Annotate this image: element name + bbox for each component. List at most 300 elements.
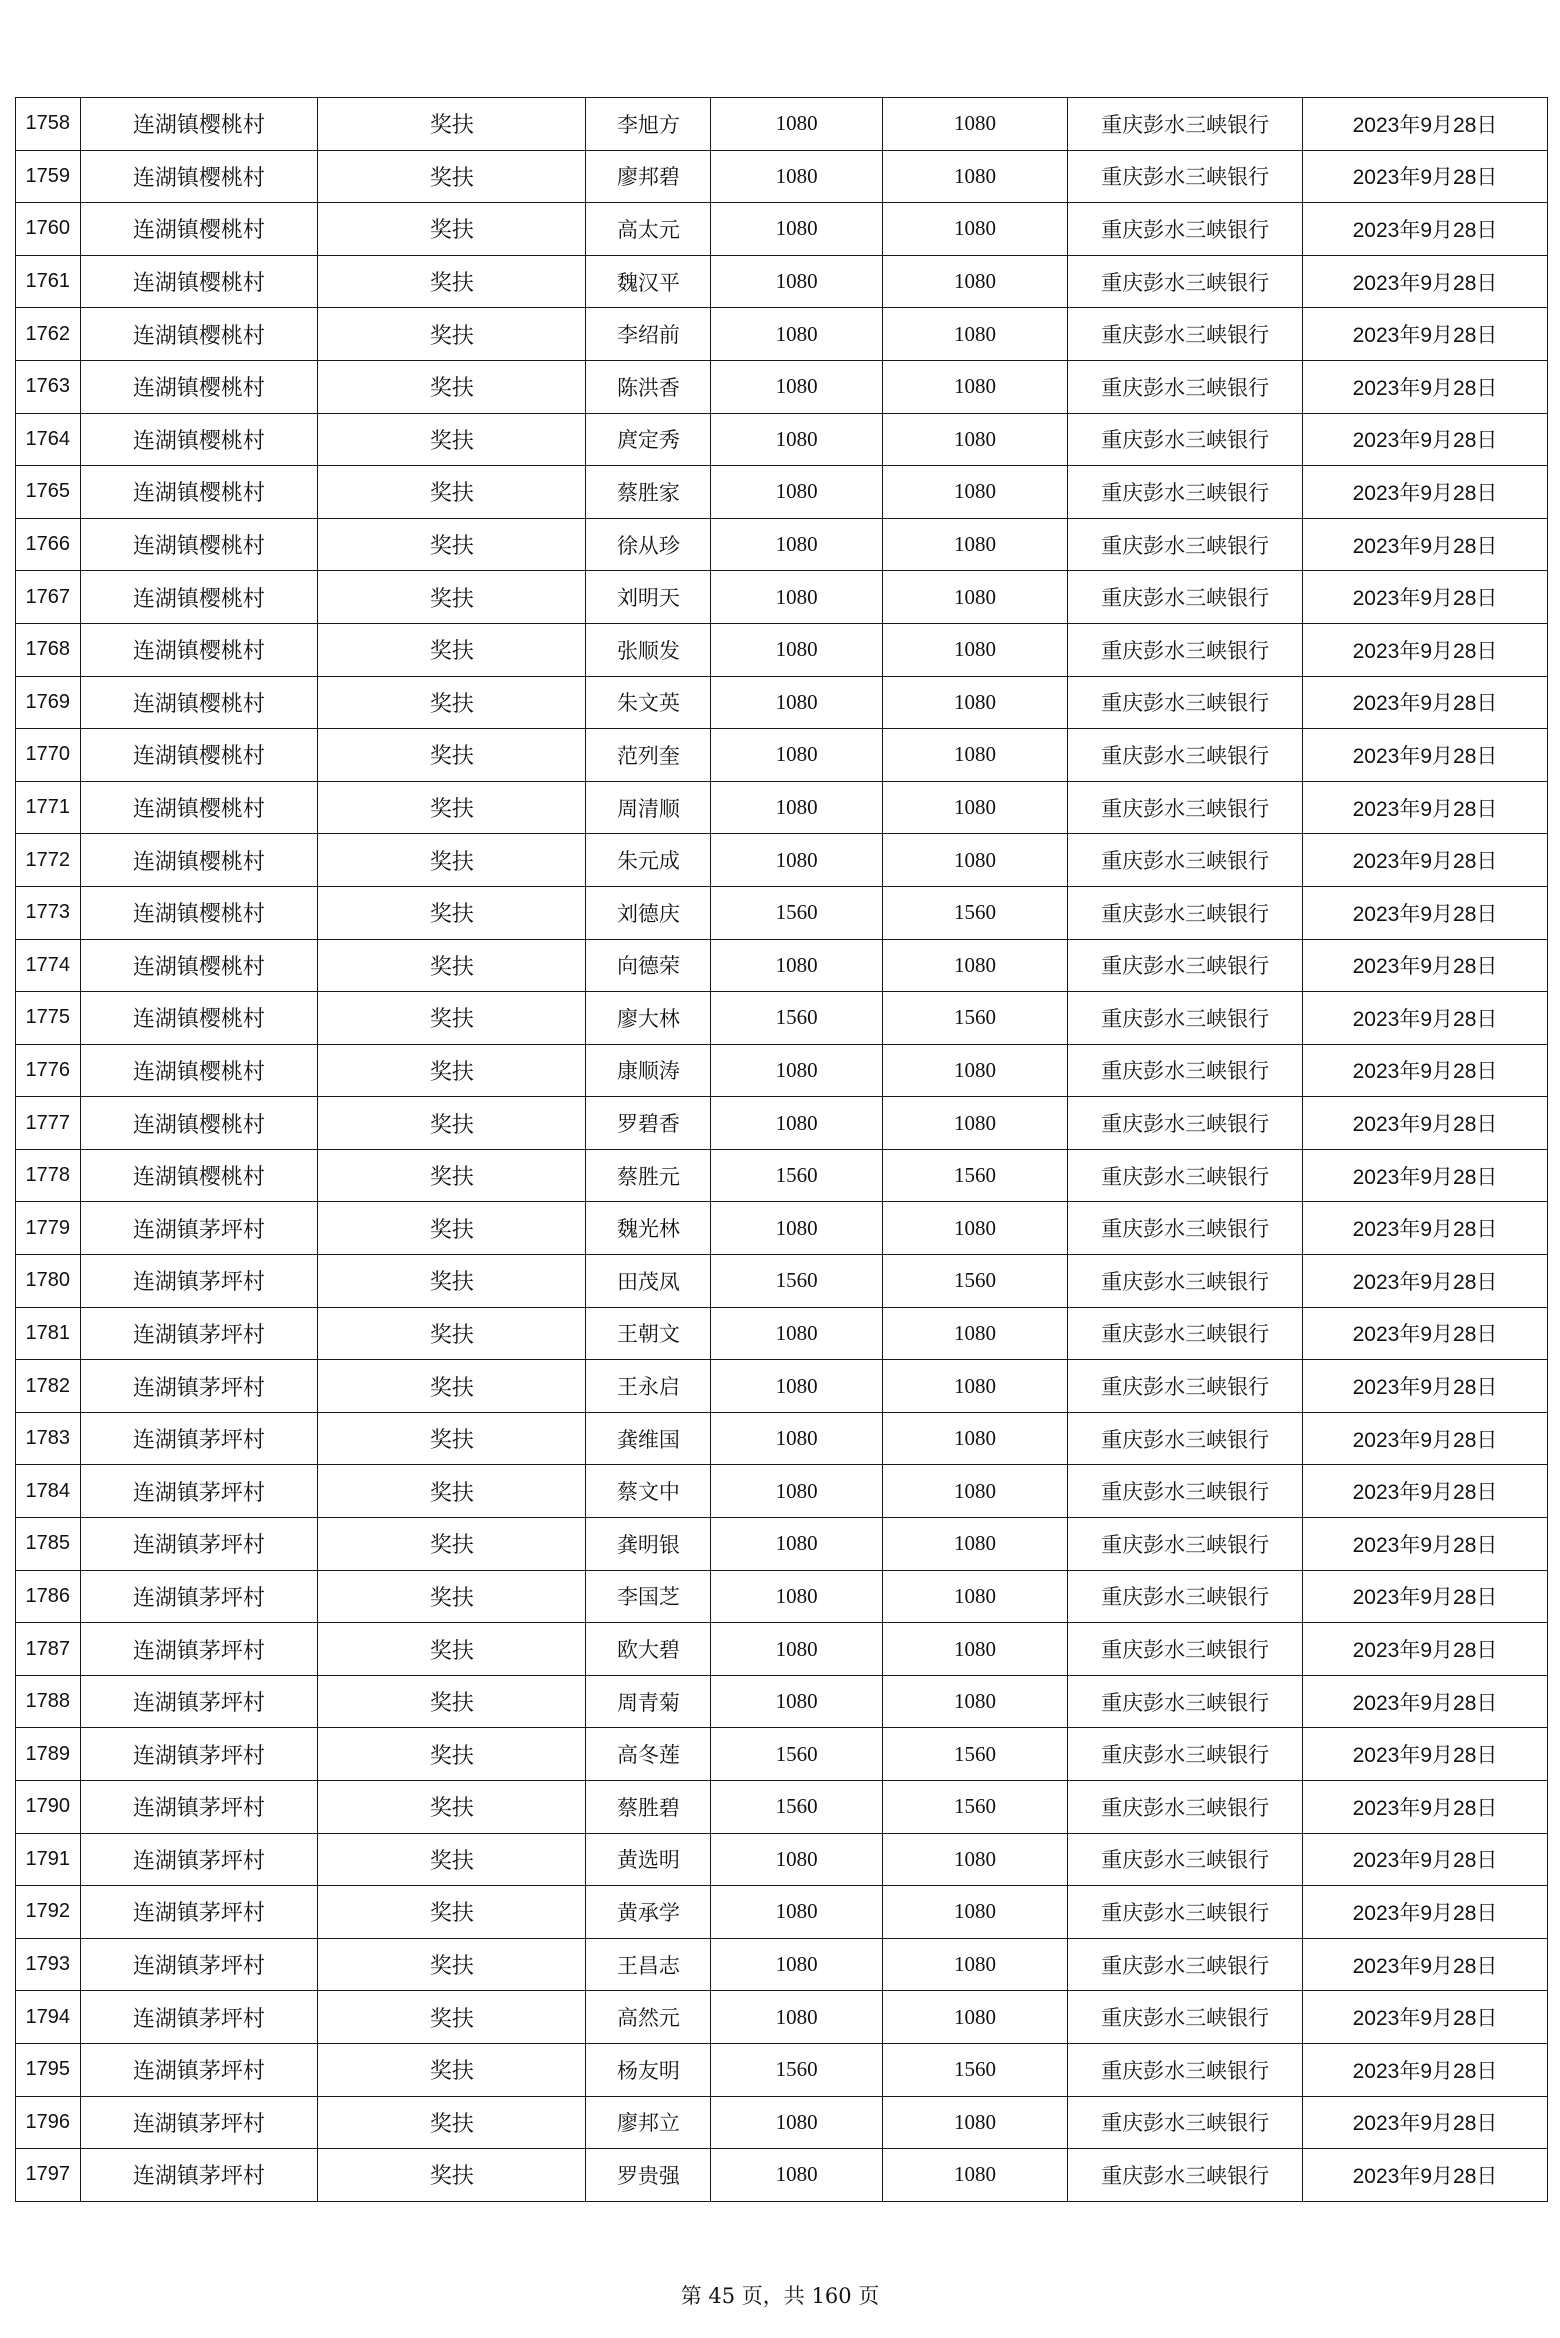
table-row: [16, 2043, 1548, 2096]
row-number-cell: 1788: [16, 1675, 81, 1728]
recipient-name-cell: 蔡胜家: [586, 466, 711, 519]
subsidy-type-cell: 奖扶: [318, 1781, 586, 1834]
amount-paid-cell: 1080: [882, 1202, 1067, 1255]
amount-due-cell: 1080: [711, 1623, 882, 1676]
village-name-cell: 连湖镇樱桃村: [80, 939, 318, 992]
table-row: [16, 1307, 1548, 1360]
recipient-name-cell: 陈洪香: [586, 360, 711, 413]
payment-date-cell: 2023年9月28日: [1303, 1833, 1548, 1886]
amount-due-cell: 1560: [711, 886, 882, 939]
row-number-cell: 1794: [16, 1991, 81, 2044]
bank-name-cell: 重庆彭水三峡银行: [1068, 203, 1303, 256]
row-number-cell: 1761: [16, 255, 81, 308]
recipient-name-cell: 田茂凤: [586, 1255, 711, 1308]
village-name-cell: 连湖镇茅坪村: [80, 1570, 318, 1623]
village-name-cell: 连湖镇樱桃村: [80, 781, 318, 834]
subsidy-type-cell: 奖扶: [318, 360, 586, 413]
village-name-cell: 连湖镇茅坪村: [80, 1307, 318, 1360]
table-row: [16, 1255, 1548, 1308]
bank-name-cell: 重庆彭水三峡银行: [1068, 886, 1303, 939]
village-name-cell: 连湖镇茅坪村: [80, 1728, 318, 1781]
row-number-cell: 1784: [16, 1465, 81, 1518]
payment-date-cell: 2023年9月28日: [1303, 413, 1548, 466]
payment-date-cell: 2023年9月28日: [1303, 1307, 1548, 1360]
amount-paid-cell: 1560: [882, 886, 1067, 939]
bank-name-cell: 重庆彭水三峡银行: [1068, 1360, 1303, 1413]
row-number-cell: 1759: [16, 150, 81, 203]
bank-name-cell: 重庆彭水三峡银行: [1068, 2096, 1303, 2149]
row-number-cell: 1782: [16, 1360, 81, 1413]
table-row: [16, 203, 1548, 256]
bank-name-cell: 重庆彭水三峡银行: [1068, 150, 1303, 203]
subsidy-type-cell: 奖扶: [318, 308, 586, 361]
bank-name-cell: 重庆彭水三峡银行: [1068, 1255, 1303, 1308]
recipient-name-cell: 蔡胜元: [586, 1149, 711, 1202]
table-row: [16, 1518, 1548, 1571]
recipient-name-cell: 徐从珍: [586, 518, 711, 571]
bank-name-cell: 重庆彭水三峡银行: [1068, 1202, 1303, 1255]
bank-name-cell: 重庆彭水三峡银行: [1068, 939, 1303, 992]
bank-name-cell: 重庆彭水三峡银行: [1068, 1307, 1303, 1360]
recipient-name-cell: 刘明天: [586, 571, 711, 624]
bank-name-cell: 重庆彭水三峡银行: [1068, 1886, 1303, 1939]
row-number-cell: 1766: [16, 518, 81, 571]
payment-date-cell: 2023年9月28日: [1303, 1255, 1548, 1308]
amount-due-cell: 1080: [711, 1202, 882, 1255]
subsidy-type-cell: 奖扶: [318, 150, 586, 203]
bank-name-cell: 重庆彭水三峡银行: [1068, 1833, 1303, 1886]
page-number: 第 45 页，共 160 页: [680, 2284, 880, 2308]
row-number-cell: 1771: [16, 781, 81, 834]
row-number-cell: 1775: [16, 992, 81, 1045]
amount-paid-cell: 1080: [882, 1623, 1067, 1676]
table-row: [16, 2149, 1548, 2202]
amount-due-cell: 1080: [711, 255, 882, 308]
bank-name-cell: 重庆彭水三峡银行: [1068, 466, 1303, 519]
payment-date-cell: 2023年9月28日: [1303, 1202, 1548, 1255]
amount-due-cell: 1080: [711, 1675, 882, 1728]
table-row: [16, 1991, 1548, 2044]
table-row: [16, 255, 1548, 308]
table-row: [16, 1360, 1548, 1413]
payment-date-cell: 2023年9月28日: [1303, 1465, 1548, 1518]
recipient-name-cell: 罗贵强: [586, 2149, 711, 2202]
row-number-cell: 1786: [16, 1570, 81, 1623]
row-number-cell: 1780: [16, 1255, 81, 1308]
subsidy-type-cell: 奖扶: [318, 623, 586, 676]
recipient-name-cell: 庹定秀: [586, 413, 711, 466]
amount-paid-cell: 1080: [882, 1360, 1067, 1413]
amount-due-cell: 1560: [711, 2043, 882, 2096]
row-number-cell: 1758: [16, 98, 81, 151]
payment-date-cell: 2023年9月28日: [1303, 203, 1548, 256]
amount-due-cell: 1080: [711, 1465, 882, 1518]
amount-paid-cell: 1560: [882, 2043, 1067, 2096]
subsidy-type-cell: 奖扶: [318, 2149, 586, 2202]
payment-date-cell: 2023年9月28日: [1303, 676, 1548, 729]
bank-name-cell: 重庆彭水三峡银行: [1068, 360, 1303, 413]
row-number-cell: 1773: [16, 886, 81, 939]
village-name-cell: 连湖镇樱桃村: [80, 203, 318, 256]
bank-name-cell: 重庆彭水三峡银行: [1068, 571, 1303, 624]
recipient-name-cell: 朱文英: [586, 676, 711, 729]
amount-due-cell: 1080: [711, 623, 882, 676]
table-row: [16, 360, 1548, 413]
recipient-name-cell: 李绍前: [586, 308, 711, 361]
row-number-cell: 1796: [16, 2096, 81, 2149]
payment-date-cell: 2023年9月28日: [1303, 466, 1548, 519]
amount-paid-cell: 1080: [882, 1307, 1067, 1360]
table-row: [16, 1097, 1548, 1150]
amount-due-cell: 1080: [711, 781, 882, 834]
table-row: [16, 2096, 1548, 2149]
amount-paid-cell: 1080: [882, 150, 1067, 203]
village-name-cell: 连湖镇茅坪村: [80, 2096, 318, 2149]
village-name-cell: 连湖镇茅坪村: [80, 1255, 318, 1308]
amount-due-cell: 1080: [711, 1991, 882, 2044]
row-number-cell: 1783: [16, 1412, 81, 1465]
amount-paid-cell: 1080: [882, 1044, 1067, 1097]
amount-paid-cell: 1080: [882, 1938, 1067, 1991]
amount-due-cell: 1080: [711, 2096, 882, 2149]
table-row: [16, 1465, 1548, 1518]
village-name-cell: 连湖镇茅坪村: [80, 1360, 318, 1413]
table-row: [16, 466, 1548, 519]
row-number-cell: 1763: [16, 360, 81, 413]
row-number-cell: 1781: [16, 1307, 81, 1360]
village-name-cell: 连湖镇樱桃村: [80, 308, 318, 361]
bank-name-cell: 重庆彭水三峡银行: [1068, 1938, 1303, 1991]
village-name-cell: 连湖镇茅坪村: [80, 1412, 318, 1465]
amount-paid-cell: 1080: [882, 676, 1067, 729]
bank-name-cell: 重庆彭水三峡银行: [1068, 676, 1303, 729]
subsidy-type-cell: 奖扶: [318, 255, 586, 308]
amount-due-cell: 1080: [711, 676, 882, 729]
village-name-cell: 连湖镇茅坪村: [80, 1202, 318, 1255]
table-row: [16, 308, 1548, 361]
amount-due-cell: 1080: [711, 360, 882, 413]
payment-date-cell: 2023年9月28日: [1303, 1412, 1548, 1465]
payment-date-cell: 2023年9月28日: [1303, 1886, 1548, 1939]
amount-due-cell: 1080: [711, 1360, 882, 1413]
payment-date-cell: 2023年9月28日: [1303, 98, 1548, 151]
amount-paid-cell: 1080: [882, 466, 1067, 519]
amount-due-cell: 1080: [711, 308, 882, 361]
payment-date-cell: 2023年9月28日: [1303, 1149, 1548, 1202]
amount-due-cell: 1560: [711, 1781, 882, 1834]
amount-paid-cell: 1560: [882, 1255, 1067, 1308]
table-row: [16, 1728, 1548, 1781]
subsidy-type-cell: 奖扶: [318, 1833, 586, 1886]
row-number-cell: 1787: [16, 1623, 81, 1676]
payment-date-cell: 2023年9月28日: [1303, 1623, 1548, 1676]
recipient-name-cell: 王朝文: [586, 1307, 711, 1360]
row-number-cell: 1767: [16, 571, 81, 624]
recipient-name-cell: 黄承学: [586, 1886, 711, 1939]
table-row: [16, 834, 1548, 887]
village-name-cell: 连湖镇茅坪村: [80, 1675, 318, 1728]
subsidy-type-cell: 奖扶: [318, 1202, 586, 1255]
village-name-cell: 连湖镇茅坪村: [80, 1938, 318, 1991]
table-row: [16, 1044, 1548, 1097]
row-number-cell: 1797: [16, 2149, 81, 2202]
amount-paid-cell: 1080: [882, 98, 1067, 151]
amount-due-cell: 1080: [711, 729, 882, 782]
bank-name-cell: 重庆彭水三峡银行: [1068, 1728, 1303, 1781]
amount-paid-cell: 1080: [882, 413, 1067, 466]
village-name-cell: 连湖镇樱桃村: [80, 992, 318, 1045]
amount-due-cell: 1080: [711, 150, 882, 203]
row-number-cell: 1793: [16, 1938, 81, 1991]
amount-paid-cell: 1080: [882, 1518, 1067, 1571]
amount-due-cell: 1560: [711, 992, 882, 1045]
bank-name-cell: 重庆彭水三峡银行: [1068, 992, 1303, 1045]
village-name-cell: 连湖镇茅坪村: [80, 2149, 318, 2202]
amount-due-cell: 1080: [711, 1412, 882, 1465]
row-number-cell: 1791: [16, 1833, 81, 1886]
amount-paid-cell: 1080: [882, 1465, 1067, 1518]
bank-name-cell: 重庆彭水三峡银行: [1068, 413, 1303, 466]
payment-date-cell: 2023年9月28日: [1303, 2043, 1548, 2096]
amount-due-cell: 1080: [711, 1833, 882, 1886]
subsidy-type-cell: 奖扶: [318, 886, 586, 939]
payment-date-cell: 2023年9月28日: [1303, 571, 1548, 624]
subsidy-type-cell: 奖扶: [318, 571, 586, 624]
row-number-cell: 1795: [16, 2043, 81, 2096]
village-name-cell: 连湖镇茅坪村: [80, 1833, 318, 1886]
subsidy-type-cell: 奖扶: [318, 676, 586, 729]
subsidy-type-cell: 奖扶: [318, 729, 586, 782]
subsidy-type-cell: 奖扶: [318, 1570, 586, 1623]
subsidy-type-cell: 奖扶: [318, 518, 586, 571]
payment-date-cell: 2023年9月28日: [1303, 1097, 1548, 1150]
recipient-name-cell: 魏光林: [586, 1202, 711, 1255]
bank-name-cell: 重庆彭水三峡银行: [1068, 1570, 1303, 1623]
amount-paid-cell: 1080: [882, 834, 1067, 887]
amount-paid-cell: 1080: [882, 203, 1067, 256]
bank-name-cell: 重庆彭水三峡银行: [1068, 98, 1303, 151]
recipient-name-cell: 李国芝: [586, 1570, 711, 1623]
row-number-cell: 1760: [16, 203, 81, 256]
table-row: [16, 1833, 1548, 1886]
row-number-cell: 1778: [16, 1149, 81, 1202]
row-number-cell: 1764: [16, 413, 81, 466]
subsidy-type-cell: 奖扶: [318, 834, 586, 887]
bank-name-cell: 重庆彭水三峡银行: [1068, 1149, 1303, 1202]
amount-due-cell: 1080: [711, 1097, 882, 1150]
payment-date-cell: 2023年9月28日: [1303, 992, 1548, 1045]
village-name-cell: 连湖镇樱桃村: [80, 360, 318, 413]
recipient-name-cell: 杨友明: [586, 2043, 711, 2096]
bank-name-cell: 重庆彭水三峡银行: [1068, 1465, 1303, 1518]
row-number-cell: 1768: [16, 623, 81, 676]
bank-name-cell: 重庆彭水三峡银行: [1068, 781, 1303, 834]
amount-paid-cell: 1080: [882, 623, 1067, 676]
subsidy-type-cell: 奖扶: [318, 1255, 586, 1308]
table-row: [16, 1781, 1548, 1834]
village-name-cell: 连湖镇茅坪村: [80, 1991, 318, 2044]
recipient-name-cell: 朱元成: [586, 834, 711, 887]
payment-date-cell: 2023年9月28日: [1303, 623, 1548, 676]
village-name-cell: 连湖镇樱桃村: [80, 729, 318, 782]
payment-date-cell: 2023年9月28日: [1303, 1781, 1548, 1834]
village-name-cell: 连湖镇茅坪村: [80, 1781, 318, 1834]
recipient-name-cell: 蔡胜碧: [586, 1781, 711, 1834]
recipient-name-cell: 廖邦立: [586, 2096, 711, 2149]
subsidy-type-cell: 奖扶: [318, 1675, 586, 1728]
amount-due-cell: 1080: [711, 1044, 882, 1097]
row-number-cell: 1790: [16, 1781, 81, 1834]
amount-paid-cell: 1080: [882, 2149, 1067, 2202]
amount-paid-cell: 1080: [882, 1991, 1067, 2044]
subsidy-type-cell: 奖扶: [318, 203, 586, 256]
table-row: [16, 150, 1548, 203]
payment-date-cell: 2023年9月28日: [1303, 1728, 1548, 1781]
village-name-cell: 连湖镇樱桃村: [80, 1044, 318, 1097]
amount-paid-cell: 1080: [882, 1570, 1067, 1623]
village-name-cell: 连湖镇樱桃村: [80, 255, 318, 308]
recipient-name-cell: 王永启: [586, 1360, 711, 1413]
village-name-cell: 连湖镇樱桃村: [80, 571, 318, 624]
subsidy-type-cell: 奖扶: [318, 98, 586, 151]
bank-name-cell: 重庆彭水三峡银行: [1068, 1044, 1303, 1097]
village-name-cell: 连湖镇茅坪村: [80, 2043, 318, 2096]
table-row: [16, 886, 1548, 939]
recipient-name-cell: 周青菊: [586, 1675, 711, 1728]
payment-date-cell: 2023年9月28日: [1303, 308, 1548, 361]
subsidy-type-cell: 奖扶: [318, 1097, 586, 1150]
row-number-cell: 1772: [16, 834, 81, 887]
table-body: [16, 98, 1548, 2202]
payment-date-cell: 2023年9月28日: [1303, 1044, 1548, 1097]
amount-paid-cell: 1560: [882, 992, 1067, 1045]
bank-name-cell: 重庆彭水三峡银行: [1068, 834, 1303, 887]
village-name-cell: 连湖镇樱桃村: [80, 413, 318, 466]
village-name-cell: 连湖镇樱桃村: [80, 518, 318, 571]
amount-paid-cell: 1080: [882, 781, 1067, 834]
village-name-cell: 连湖镇樱桃村: [80, 886, 318, 939]
payment-date-cell: 2023年9月28日: [1303, 2096, 1548, 2149]
recipient-name-cell: 张顺发: [586, 623, 711, 676]
recipient-name-cell: 康顺涛: [586, 1044, 711, 1097]
payment-date-cell: 2023年9月28日: [1303, 939, 1548, 992]
bank-name-cell: 重庆彭水三峡银行: [1068, 1623, 1303, 1676]
village-name-cell: 连湖镇樱桃村: [80, 98, 318, 151]
amount-due-cell: 1080: [711, 1518, 882, 1571]
table-row: [16, 992, 1548, 1045]
recipient-name-cell: 黄选明: [586, 1833, 711, 1886]
subsidy-type-cell: 奖扶: [318, 2096, 586, 2149]
recipient-name-cell: 魏汉平: [586, 255, 711, 308]
amount-due-cell: 1080: [711, 571, 882, 624]
amount-paid-cell: 1560: [882, 1149, 1067, 1202]
table-row: [16, 623, 1548, 676]
recipient-name-cell: 李旭方: [586, 98, 711, 151]
payment-date-cell: 2023年9月28日: [1303, 1360, 1548, 1413]
bank-name-cell: 重庆彭水三峡银行: [1068, 2043, 1303, 2096]
payment-date-cell: 2023年9月28日: [1303, 834, 1548, 887]
table-row: [16, 413, 1548, 466]
village-name-cell: 连湖镇樱桃村: [80, 150, 318, 203]
amount-due-cell: 1080: [711, 98, 882, 151]
recipient-name-cell: 廖邦碧: [586, 150, 711, 203]
table-row: [16, 571, 1548, 624]
table-row: [16, 676, 1548, 729]
village-name-cell: 连湖镇茅坪村: [80, 1518, 318, 1571]
amount-due-cell: 1560: [711, 1149, 882, 1202]
amount-due-cell: 1080: [711, 413, 882, 466]
table-row: [16, 1412, 1548, 1465]
subsidy-type-cell: 奖扶: [318, 1886, 586, 1939]
amount-due-cell: 1080: [711, 1886, 882, 1939]
table-row: [16, 939, 1548, 992]
subsidy-type-cell: 奖扶: [318, 413, 586, 466]
village-name-cell: 连湖镇茅坪村: [80, 1465, 318, 1518]
recipient-name-cell: 刘德庆: [586, 886, 711, 939]
table-row: [16, 729, 1548, 782]
row-number-cell: 1777: [16, 1097, 81, 1150]
amount-paid-cell: 1080: [882, 360, 1067, 413]
amount-paid-cell: 1080: [882, 255, 1067, 308]
table-row: [16, 1938, 1548, 1991]
table-row: [16, 1886, 1548, 1939]
recipient-name-cell: 龚明银: [586, 1518, 711, 1571]
row-number-cell: 1785: [16, 1518, 81, 1571]
bank-name-cell: 重庆彭水三峡银行: [1068, 255, 1303, 308]
bank-name-cell: 重庆彭水三峡银行: [1068, 623, 1303, 676]
amount-paid-cell: 1080: [882, 1675, 1067, 1728]
recipient-name-cell: 罗碧香: [586, 1097, 711, 1150]
amount-due-cell: 1080: [711, 466, 882, 519]
amount-due-cell: 1080: [711, 2149, 882, 2202]
amount-due-cell: 1560: [711, 1255, 882, 1308]
row-number-cell: 1779: [16, 1202, 81, 1255]
row-number-cell: 1765: [16, 466, 81, 519]
bank-name-cell: 重庆彭水三峡银行: [1068, 729, 1303, 782]
payment-date-cell: 2023年9月28日: [1303, 1938, 1548, 1991]
payment-date-cell: 2023年9月28日: [1303, 255, 1548, 308]
village-name-cell: 连湖镇樱桃村: [80, 1149, 318, 1202]
table-row: [16, 98, 1548, 151]
amount-paid-cell: 1080: [882, 939, 1067, 992]
subsidy-type-cell: 奖扶: [318, 781, 586, 834]
table-row: [16, 1202, 1548, 1255]
row-number-cell: 1770: [16, 729, 81, 782]
bank-name-cell: 重庆彭水三峡银行: [1068, 2149, 1303, 2202]
row-number-cell: 1774: [16, 939, 81, 992]
amount-paid-cell: 1080: [882, 1412, 1067, 1465]
subsidy-type-cell: 奖扶: [318, 466, 586, 519]
amount-paid-cell: 1560: [882, 1781, 1067, 1834]
amount-paid-cell: 1080: [882, 308, 1067, 361]
amount-paid-cell: 1080: [882, 571, 1067, 624]
payment-date-cell: 2023年9月28日: [1303, 150, 1548, 203]
payment-date-cell: 2023年9月28日: [1303, 2149, 1548, 2202]
bank-name-cell: 重庆彭水三峡银行: [1068, 1781, 1303, 1834]
row-number-cell: 1776: [16, 1044, 81, 1097]
amount-due-cell: 1560: [711, 1728, 882, 1781]
payment-date-cell: 2023年9月28日: [1303, 1675, 1548, 1728]
amount-paid-cell: 1080: [882, 1886, 1067, 1939]
bank-name-cell: 重庆彭水三峡银行: [1068, 1991, 1303, 2044]
bank-name-cell: 重庆彭水三峡银行: [1068, 1675, 1303, 1728]
row-number-cell: 1789: [16, 1728, 81, 1781]
recipient-name-cell: 高太元: [586, 203, 711, 256]
amount-paid-cell: 1080: [882, 1097, 1067, 1150]
amount-due-cell: 1080: [711, 834, 882, 887]
amount-paid-cell: 1080: [882, 1833, 1067, 1886]
amount-paid-cell: 1560: [882, 1728, 1067, 1781]
